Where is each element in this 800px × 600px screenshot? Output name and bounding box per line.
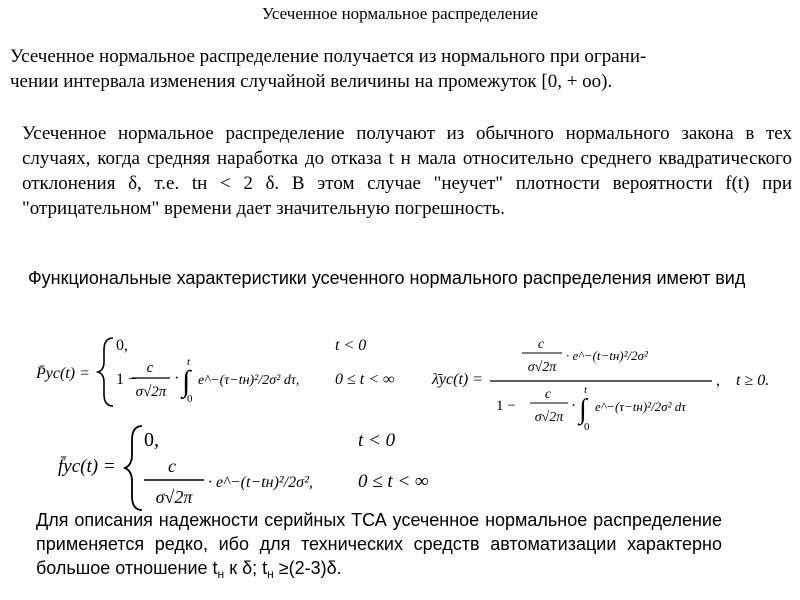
formula-p-case2-cond: 0 ≤ t < ∞ [335, 371, 395, 388]
body3-part-3: ≥(2-3)δ. [273, 558, 342, 578]
formula-p-case1-cond: t < 0 [335, 337, 367, 354]
formula-f-frac-num: c [168, 456, 176, 476]
formula-lambda-comma: , [716, 372, 720, 389]
formula-p-case1-value: 0, [116, 337, 128, 354]
body3-sub-2: н [267, 567, 274, 581]
formula-f-case2-cond: 0 ≤ t < ∞ [358, 471, 429, 492]
formula-f-case1-cond: t < 0 [358, 430, 396, 451]
formula-lambda-integral-upper: t [584, 384, 588, 396]
formula-lambda-den-frac-den: σ√2π [534, 410, 564, 425]
body-paragraph-2: Функциональные характеристики усеченного нормального распределения имеют вид [28, 268, 746, 288]
formula-lambda-cond: t ≥ 0. [736, 372, 770, 389]
body3-part-2: к δ; t [224, 558, 268, 578]
formula-lambda-den-frac-num: c [544, 387, 552, 402]
formula-f-frac-den: σ√2π [155, 487, 193, 507]
formula-density [58, 426, 429, 510]
formula-lambda-den-prefix: 1 − [496, 398, 516, 414]
formula-f-exp: · e^−(t−tн)²/2σ², [208, 474, 313, 491]
body3-sub-1: н [217, 567, 225, 581]
formula-p-frac-num: c [146, 360, 154, 376]
formula-p-lhs: P̄ус(t) = [36, 365, 90, 382]
formula-lambda-num-frac-den: σ√2π [527, 360, 557, 375]
body-paragraph-3 [36, 508, 722, 586]
formula-f-case1-value: 0, [144, 429, 159, 451]
formula-f-brace [125, 426, 142, 510]
formula-f-lhs: f̄ус(t) = [58, 456, 116, 477]
formula-p-frac-den: σ√2π [135, 384, 167, 400]
formula-reliability [35, 337, 394, 406]
body-paragraph-1: Усеченное нормальное распределение получают из обычного нормального закона в тех случаях, когда средняя наработка до отказа t н мала относительно среднего квадратического отклонения δ, т.е. tн < 2 δ. В этом случае "неучет" плотности вероятности f(t) при "отрицательном" времени дает значительную погрешность. [22, 123, 792, 219]
formula-lambda-integral-lower: 0 [584, 421, 590, 433]
formula-lambda-num-frac-num: c [537, 337, 545, 352]
formula-lambda-integral-icon: ∫ [579, 394, 587, 425]
page-title: Усеченное нормальное распределение [261, 4, 539, 23]
formula-p-integrand: e^−(τ−tн)²/2σ² dτ, [198, 373, 300, 388]
intro-line-1: Усеченное нормальное распределение получается из нормального при ограни- [10, 46, 647, 67]
formula-p-case2-prefix: 1 − [116, 371, 138, 388]
formula-lambda-den-integrand: e^−(τ−tн)²/2σ² dτ [595, 399, 686, 414]
formula-lambda-dot: · [571, 398, 576, 414]
body3-part-1: Для описания надежности серийных ТСА усеченное нормальное распределение применяется редко, ибо для технических средств автоматизации характерно большое отношение t [36, 510, 722, 578]
formula-failure-rate [431, 337, 769, 433]
formula-lambda-num-exp: · e^−(t−tн)²/2σ² [566, 348, 648, 363]
formula-p-integral-lower: 0 [187, 393, 193, 405]
formula-p-integral-upper: t [187, 356, 191, 368]
intro-line-2: чении интервала изменения случайной величины на промежуток [0, + оо). [10, 71, 613, 92]
formula-p-dot: · [174, 370, 180, 387]
formula-p-integral-icon: ∫ [182, 365, 191, 398]
formula-p-brace [98, 338, 113, 406]
formula-lambda-lhs: λ̄ус(t) = [432, 371, 484, 388]
